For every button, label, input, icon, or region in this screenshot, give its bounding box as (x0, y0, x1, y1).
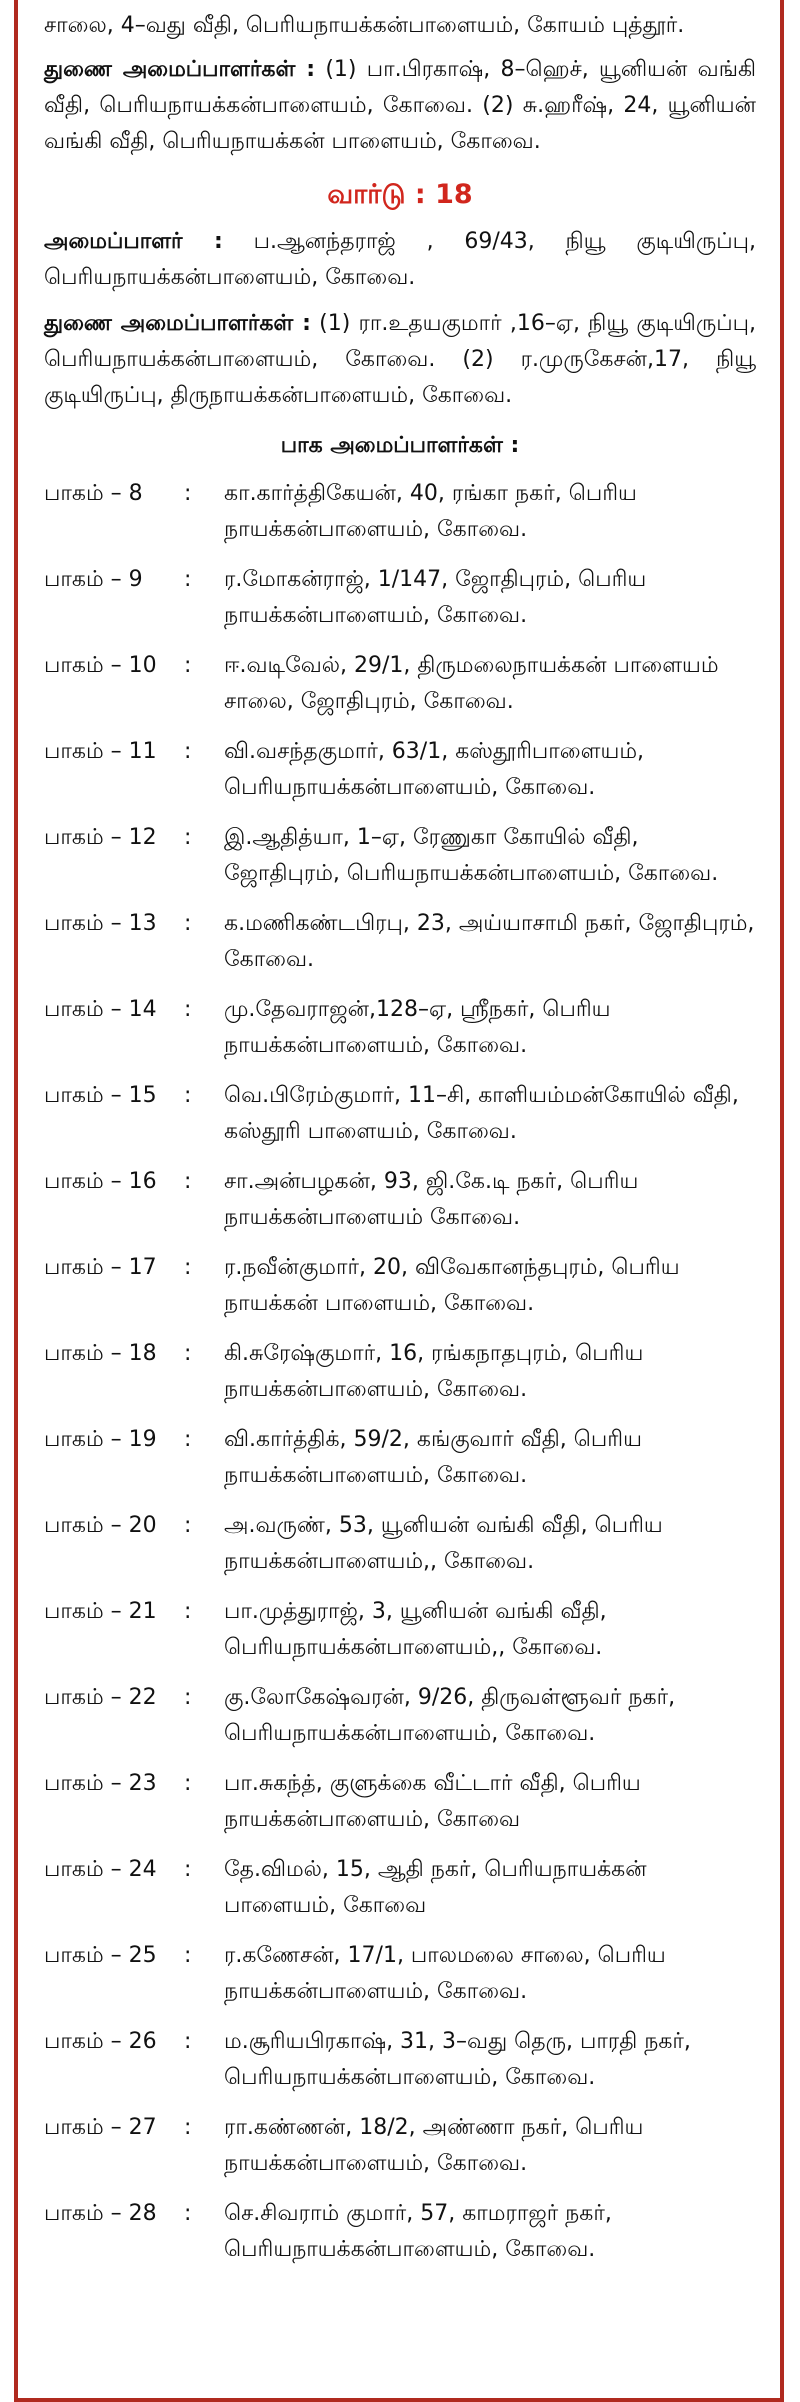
separator-colon: : (184, 1341, 192, 1366)
article-body (44, 8, 756, 2282)
part-organizer-address: வி.வசந்தகுமார், 63/1, கஸ்தூரிபாளையம், பெரியநாயக்கன்பாளையம், கோவை. (224, 739, 645, 800)
separator-colon: : (184, 2201, 192, 2226)
part-organizer-address: வி.கார்த்திக், 59/2, கங்குவார் வீதி, பெரிய நாயக்கன்பாளையம், கோவை. (224, 1427, 642, 1488)
part-number: பாகம் – 22 (44, 1685, 157, 1710)
separator-colon: : (184, 1513, 192, 1538)
separator-colon: : (184, 1857, 192, 1882)
ward-title: வார்டு : 18 (327, 179, 473, 210)
separator-colon: : (184, 1943, 192, 1968)
part-organizer-address: சா.அன்பழகன், 93, ஜி.கே.டி நகர், பெரிய நாயக்கன்பாளையம் கோவை. (224, 1169, 639, 1230)
intro-paragraph: சாலை, 4–வது வீதி, பெரியநாயக்கன்பாளையம், கோயம் புத்தூர். (44, 13, 685, 38)
part-number: பாகம் – 25 (44, 1943, 157, 1968)
separator-colon: : (184, 1771, 192, 1796)
separator-colon: : (184, 1169, 192, 1194)
separator-colon: : (184, 1255, 192, 1280)
separator-colon: : (184, 481, 192, 506)
deputy-paragraph (44, 306, 756, 414)
part-organizer-address: ரா.கண்ணன், 18/2, அண்ணா நகர், பெரிய நாயக்கன்பாளையம், கோவை. (224, 2115, 644, 2176)
part-number: பாகம் – 13 (44, 911, 157, 936)
part-organizers-title: பாக அமைப்பாளர்கள் : (280, 433, 520, 458)
part-number: பாகம் – 20 (44, 1513, 157, 1538)
part-organizer-address: பா.சுகந்த், குளுக்கை வீட்டார் வீதி, பெரிய நாயக்கன்பாளையம், கோவை (224, 1771, 641, 1832)
part-organizer-address: ர.மோகன்ராஜ், 1/147, ஜோதிபுரம், பெரிய நாயக்கன்பாளையம், கோவை. (224, 567, 647, 628)
part-organizer-address: ஈ.வடிவேல், 29/1, திருமலைநாயக்கன் பாளையம் சாலை, ஜோதிபுரம், கோவை. (224, 653, 719, 714)
separator-colon: : (184, 2029, 192, 2054)
list-item (44, 1422, 756, 1494)
deputy-label: துணை அமைப்பாளர்கள் : (44, 311, 311, 336)
separator-colon: : (184, 1599, 192, 1624)
list-item (44, 1594, 756, 1666)
list-item (44, 648, 756, 720)
part-organizer-address: இ.ஆதித்யா, 1–ஏ, ரேணுகா கோயில் வீதி, ஜோதிபுரம், பெரியநாயக்கன்பாளையம், கோவை. (224, 825, 719, 886)
organizer-text: ப.ஆனந்தராஜ் , 69/43, நியூ குடியிருப்பு, பெரியநாயக்கன்பாளையம், கோவை. (44, 229, 756, 290)
part-organizer-address: செ.சிவராம் குமார், 57, காமராஜர் நகர், பெரியநாயக்கன்பாளையம், கோவை. (224, 2201, 612, 2262)
part-number: பாகம் – 15 (44, 1083, 157, 1108)
list-item (44, 820, 756, 892)
separator-colon: : (184, 1427, 192, 1452)
list-item (44, 1508, 756, 1580)
list-item (44, 1164, 756, 1236)
organizer-paragraph (44, 224, 756, 296)
list-item (44, 1078, 756, 1150)
part-organizer-address: பா.முத்துராஜ், 3, யூனியன் வங்கி வீதி, பெரியநாயக்கன்பாளையம்,, கோவை. (224, 1599, 607, 1660)
part-number: பாகம் – 16 (44, 1169, 157, 1194)
list-item (44, 1766, 756, 1838)
part-number: பாகம் – 14 (44, 997, 157, 1022)
separator-colon: : (184, 567, 192, 592)
part-organizers-list (44, 476, 756, 2268)
part-number: பாகம் – 21 (44, 1599, 157, 1624)
separator-colon: : (184, 1685, 192, 1710)
separator-colon: : (184, 911, 192, 936)
part-number: பாகம் – 17 (44, 1255, 157, 1280)
list-item (44, 2024, 756, 2096)
part-organizer-address: க.மணிகண்டபிரபு, 23, அய்யாசாமி நகர், ஜோதிபுரம், கோவை. (224, 911, 755, 972)
separator-colon: : (184, 2115, 192, 2140)
part-number: பாகம் – 27 (44, 2115, 157, 2140)
first-deputy-text: (1) பா.பிரகாஷ், 8–ஹெச், யூனியன் வங்கி வீதி, பெரியநாயக்கன்பாளையம், கோவை. (2) சு.ஹரீஷ், 24, யூனியன் வங்கி வீதி, பெரியநாயக்கன் பாளையம், கோவை. (44, 57, 756, 154)
part-number: பாகம் – 18 (44, 1341, 157, 1366)
part-organizer-address: அ.வருண், 53, யூனியன் வங்கி வீதி, பெரிய நாயக்கன்பாளையம்,, கோவை. (224, 1513, 663, 1574)
list-item (44, 1852, 756, 1924)
part-number: பாகம் – 23 (44, 1771, 157, 1796)
organizer-label: அமைப்பாளர் : (44, 229, 223, 254)
part-organizer-address: கி.சுரேஷ்குமார், 16, ரங்கநாதபுரம், பெரிய நாயக்கன்பாளையம், கோவை. (224, 1341, 644, 1402)
first-deputy-label: துணை அமைப்பாளர்கள் : (44, 57, 316, 82)
list-item (44, 476, 756, 548)
list-item (44, 992, 756, 1064)
list-item (44, 906, 756, 978)
separator-colon: : (184, 825, 192, 850)
part-number: பாகம் – 10 (44, 653, 157, 678)
separator-colon: : (184, 653, 192, 678)
part-organizer-address: கு.லோகேஷ்வரன், 9/26, திருவள்ளூவர் நகர், பெரியநாயக்கன்பாளையம், கோவை. (224, 1685, 676, 1746)
part-number: பாகம் – 28 (44, 2201, 157, 2226)
list-item (44, 1938, 756, 2010)
first-deputy-paragraph (44, 52, 756, 160)
part-organizer-address: மு.தேவராஜன்,128–ஏ, ஸ்ரீநகர், பெரிய நாயக்கன்பாளையம், கோவை. (224, 997, 611, 1058)
part-number: பாகம் – 19 (44, 1427, 157, 1452)
part-organizer-address: ம.சூரியபிரகாஷ், 31, 3–வது தெரு, பாரதி நகர், பெரியநாயக்கன்பாளையம், கோவை. (224, 2029, 691, 2090)
list-item (44, 2110, 756, 2182)
separator-colon: : (184, 997, 192, 1022)
deputy-text: (1) ரா.உதயகுமார் ,16–ஏ, நியூ குடியிருப்பு, பெரியநாயக்கன்பாளையம், கோவை. (2) ர.முருகேசன்,17, நியூ குடியிருப்பு, திருநாயக்கன்பாளையம், கோவை. (44, 311, 757, 408)
part-organizer-address: ர.கணேசன், 17/1, பாலமலை சாலை, பெரிய நாயக்கன்பாளையம், கோவை. (224, 1943, 666, 2004)
list-item (44, 1680, 756, 1752)
list-item (44, 1336, 756, 1408)
separator-colon: : (184, 1083, 192, 1108)
part-organizer-address: வெ.பிரேம்குமார், 11–சி, காளியம்மன்கோயில் வீதி, கஸ்தூரி பாளையம், கோவை. (224, 1083, 739, 1144)
part-organizer-address: கா.கார்த்திகேயன், 40, ரங்கா நகர், பெரிய நாயக்கன்பாளையம், கோவை. (224, 481, 637, 542)
part-number: பாகம் – 9 (44, 567, 143, 592)
part-number: பாகம் – 8 (44, 481, 143, 506)
part-organizer-address: ர.நவீன்குமார், 20, விவேகானந்தபுரம், பெரிய நாயக்கன் பாளையம், கோவை. (224, 1255, 680, 1316)
part-number: பாகம் – 26 (44, 2029, 157, 2054)
list-item (44, 1250, 756, 1322)
list-item (44, 2196, 756, 2268)
list-item (44, 562, 756, 634)
part-number: பாகம் – 12 (44, 825, 157, 850)
part-number: பாகம் – 11 (44, 739, 157, 764)
part-number: பாகம் – 24 (44, 1857, 157, 1882)
list-item (44, 734, 756, 806)
part-organizer-address: தே.விமல், 15, ஆதி நகர், பெரியநாயக்கன் பாளையம், கோவை (224, 1857, 647, 1918)
separator-colon: : (184, 739, 192, 764)
